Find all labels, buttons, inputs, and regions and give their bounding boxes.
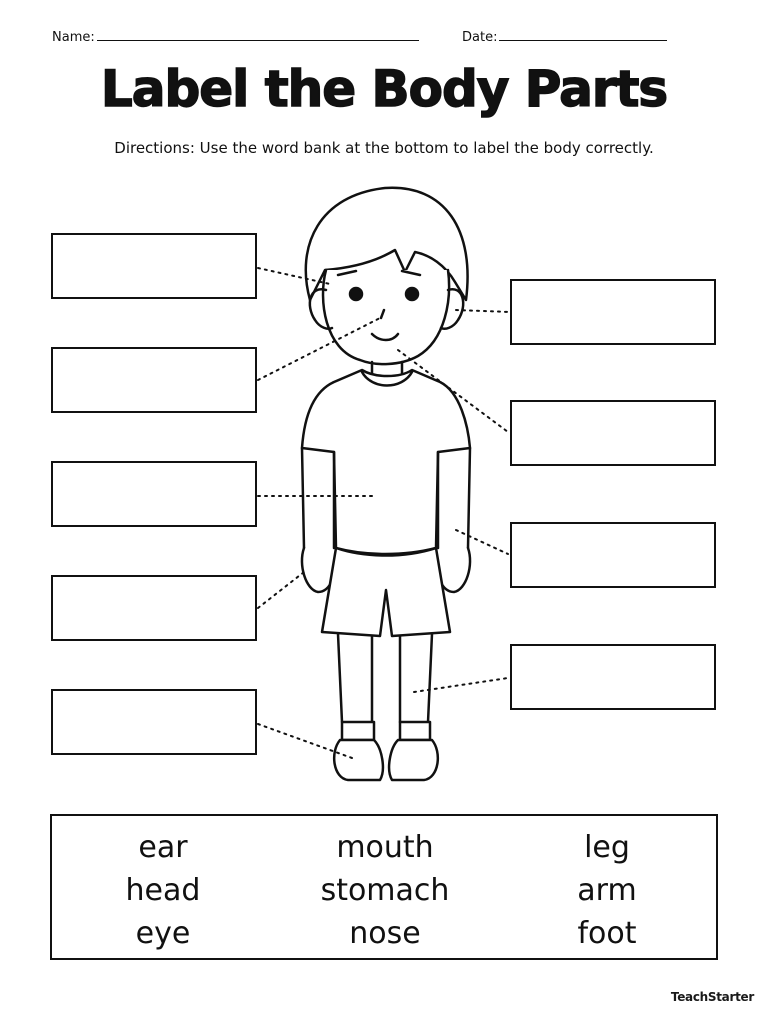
label-box-left-1[interactable]	[51, 233, 257, 299]
label-box-right-2[interactable]	[510, 400, 716, 466]
word-head: head	[125, 873, 201, 908]
label-box-left-2[interactable]	[51, 347, 257, 413]
nose	[381, 310, 384, 318]
left-arm	[302, 448, 334, 548]
hair	[306, 188, 468, 300]
name-line[interactable]	[97, 28, 419, 41]
word-stomach: stomach	[320, 873, 450, 908]
page-title: Label the Body Parts	[100, 60, 668, 118]
leader-lines	[258, 268, 510, 758]
mouth	[372, 334, 398, 340]
shorts	[322, 548, 450, 636]
left-eye	[350, 288, 362, 300]
label-box-right-4[interactable]	[510, 644, 716, 710]
label-box-left-5[interactable]	[51, 689, 257, 755]
label-box-left-3[interactable]	[51, 461, 257, 527]
right-arm	[438, 448, 470, 548]
right-hand	[436, 548, 470, 592]
word-arm: arm	[577, 873, 637, 908]
word-nose: nose	[349, 916, 421, 951]
word-leg: leg	[584, 830, 630, 865]
name-label: Name:	[52, 30, 95, 45]
shirt	[302, 370, 470, 554]
label-box-left-4[interactable]	[51, 575, 257, 641]
date-label: Date:	[462, 30, 498, 45]
right-eye	[406, 288, 418, 300]
left-leg	[338, 634, 372, 722]
date-field[interactable]	[462, 28, 667, 45]
word-bank	[50, 814, 718, 960]
word-bank-column-1	[52, 826, 274, 955]
left-hand	[302, 548, 336, 592]
word-bank-column-3	[496, 826, 718, 955]
word-foot: foot	[577, 916, 637, 951]
right-ear	[441, 289, 463, 329]
label-box-right-1[interactable]	[510, 279, 716, 345]
word-mouth: mouth	[336, 830, 434, 865]
face	[323, 270, 449, 364]
left-ear	[310, 289, 332, 329]
right-leg	[400, 634, 432, 722]
name-field[interactable]	[52, 28, 419, 45]
directions-text: Directions: Use the word bank at the bottom to label the body correctly.	[114, 139, 654, 157]
word-eye: eye	[135, 916, 191, 951]
brand-logo: TeachStarter	[670, 990, 754, 1004]
label-box-right-3[interactable]	[510, 522, 716, 588]
word-bank-column-2	[274, 826, 496, 955]
date-line[interactable]	[499, 28, 667, 41]
right-foot	[389, 740, 438, 780]
left-foot	[334, 740, 383, 780]
word-ear: ear	[138, 830, 188, 865]
